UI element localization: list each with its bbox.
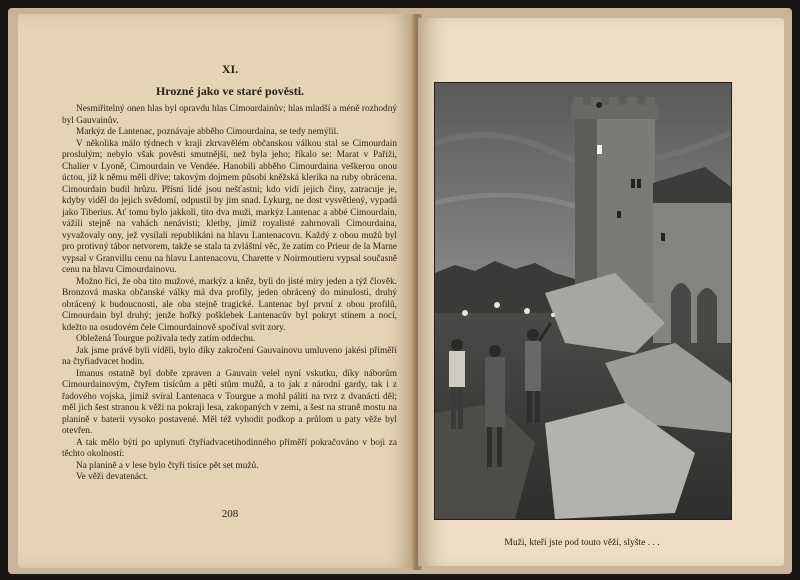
paragraph: Jak jsme právě byli viděli, bylo díky zakročení Gauvainovu umluveno jakési příměří na čtyřiadvacet hodin. — [62, 345, 397, 367]
tower — [571, 97, 659, 303]
paragraph: Obležená Tourgue požívala tedy zatím oddechu. — [76, 334, 256, 344]
paragraph: Imanus ostatně byl dobře zpraven a Gauvain velel nyní vskutku, díky náborům Cimourdainovým, čtyřem tisícům a pěti stům mužů, a to jak z národní gardy, tak i z řadového vojska, jimiž svíral Lantenaca v Tourgue a mohl páliti na tvrz z dvanácti děl; měl jich šest stranou k věži na pokraji lesa, zakopaných v zemi, a šest na straně mostu na planině v baterii vysoko postavené. Měl též vyhodit podkop a průlom u paty věže byl otevřen. — [62, 368, 397, 436]
chapter-number: XI. — [221, 62, 239, 76]
paragraph: Nesmiřitelný onen hlas byl opravdu hlas Cimourdainův; hlas mladší a méně rozhodný byl Gauvainův. — [62, 104, 397, 126]
illustration — [434, 82, 732, 520]
castle-building — [653, 167, 731, 343]
chapter-title: Hrozné jako ve staré pověsti. — [155, 84, 305, 98]
page-number: 208 — [221, 508, 239, 520]
body-text — [62, 104, 397, 484]
paragraph: Ve věži devatenáct. — [76, 472, 149, 482]
tower-illustration — [435, 83, 731, 519]
paragraph: Markýz de Lantenac, poznávaje abběho Cimourdaina, se tedy nemýlil. — [76, 127, 339, 137]
paragraph: Na planině a v lese bylo čtyři tisíce pět set mužů. — [76, 460, 259, 471]
illustration-caption: Muži, kteří jste pod touto věží, slyšte . . . — [504, 538, 660, 548]
paragraph: Možno říci, že oba tito mužové, markýz a kněz, byli do jisté míry jeden a týž člověk. Bronzová maska občanské války má dva profily, jeden obrácený do minulosti, druhý obrácený k budoucnosti, ale oba stejně tragické. Lantenac byl první z obou profilů, Cimourdain byl druhý; jenže hořký pošklebek Lantenacův byl pokryt stínem a nocí, kdežto na osudovém čele Cimourdainově spočíval svit zory. — [62, 276, 397, 333]
paragraph: V několika málo týdnech v kraji zkrvavělém občanskou válkou stal se Cimourdain proslulým; nebylo však pověsti smutnější, než byla jeho; říkalo se: Marat v Paříži, Chalier v Lyoně, Cimourdain ve Vendée. Hanobili abběho Cimourdaina veškerou onou úctou, jíž k němu měli dříve; takovým dojmem působí kněžská klerika na ruby obrácena. Cimourdain budil hrůzu. Přísní lidé jsou nešťastni; kdo vidí jejich činy, zatracuje je, kdyby viděl do jejich svědomí, odpustil by jim snad. Lykurg, ne dost vysvětlený, vypadá jako Tiberius. Ať tomu bylo jakkoli, tito dva muži, markýz Lantenac a abbé Cimourdain, vážili stejně na vahách nenávisti; kletby, jimiž royalisté zahrnovali Cimourdaina, vyvažovaly ony, jež vysílali republikáni na hlavu Lantenacovu. Každý z obou mužů byl pro protivný tábor netvorem, takže se stala ta zvláštní věc, že zatím co Prieur de la Marne vypsal v Granvillu cenu na hlavu Lantenacovu, Charette v Noirmoutieru vypsal současně cenu na hlavu Cimourdainovu. — [62, 138, 397, 275]
paragraph: A tak mělo býti po uplynutí čtyřiadvacetihodinného příměří pokračováno v boji za těchto okolností: — [62, 437, 397, 459]
